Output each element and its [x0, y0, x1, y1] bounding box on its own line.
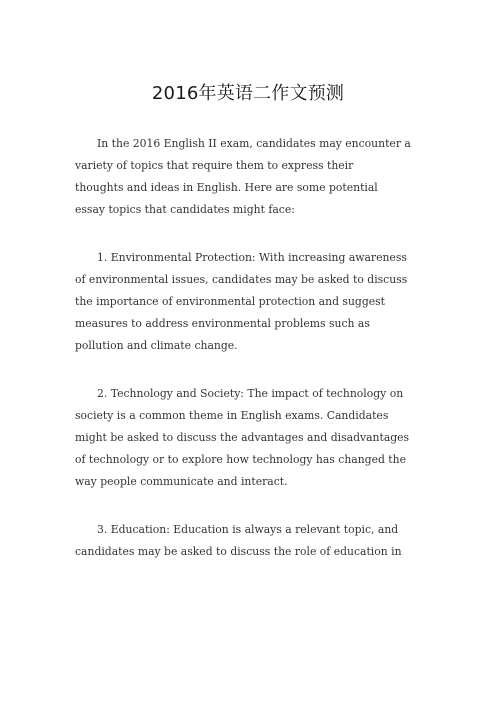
text-line: of technology or to explore how technology has changed the [75, 453, 406, 466]
text-line: variety of topics that require them to express their [75, 159, 354, 172]
paragraph-environmental-protection [75, 247, 425, 357]
text-line: of environmental issues, candidates may be asked to discuss [75, 273, 408, 286]
text-line: 2. Technology and Society: The impact of technology on [97, 387, 404, 400]
text-line: way people communicate and interact. [75, 475, 288, 488]
paragraph-education [75, 519, 425, 563]
text-line: measures to address environmental problems such as [75, 317, 370, 330]
text-line: In the 2016 English II exam, candidates may encounter a [97, 137, 411, 150]
text-line: thoughts and ideas in English. Here are some potential [75, 181, 378, 194]
document-body [75, 133, 425, 589]
text-line: pollution and climate change. [75, 339, 238, 352]
paragraph-intro [75, 133, 425, 221]
text-line: society is a common theme in English exams. Candidates [75, 409, 389, 422]
text-line: essay topics that candidates might face: [75, 203, 295, 216]
page-title: 2016年英语二作文预测 [151, 83, 345, 104]
paragraph-technology-society [75, 383, 425, 493]
text-line: 3. Education: Education is always a relevant topic, and [97, 523, 399, 536]
text-line: might be asked to discuss the advantages and disadvantages [75, 431, 410, 444]
text-line: candidates may be asked to discuss the role of education in [75, 545, 402, 558]
text-line: 1. Environmental Protection: With increasing awareness [97, 251, 407, 264]
text-line: the importance of environmental protection and suggest [75, 295, 386, 308]
